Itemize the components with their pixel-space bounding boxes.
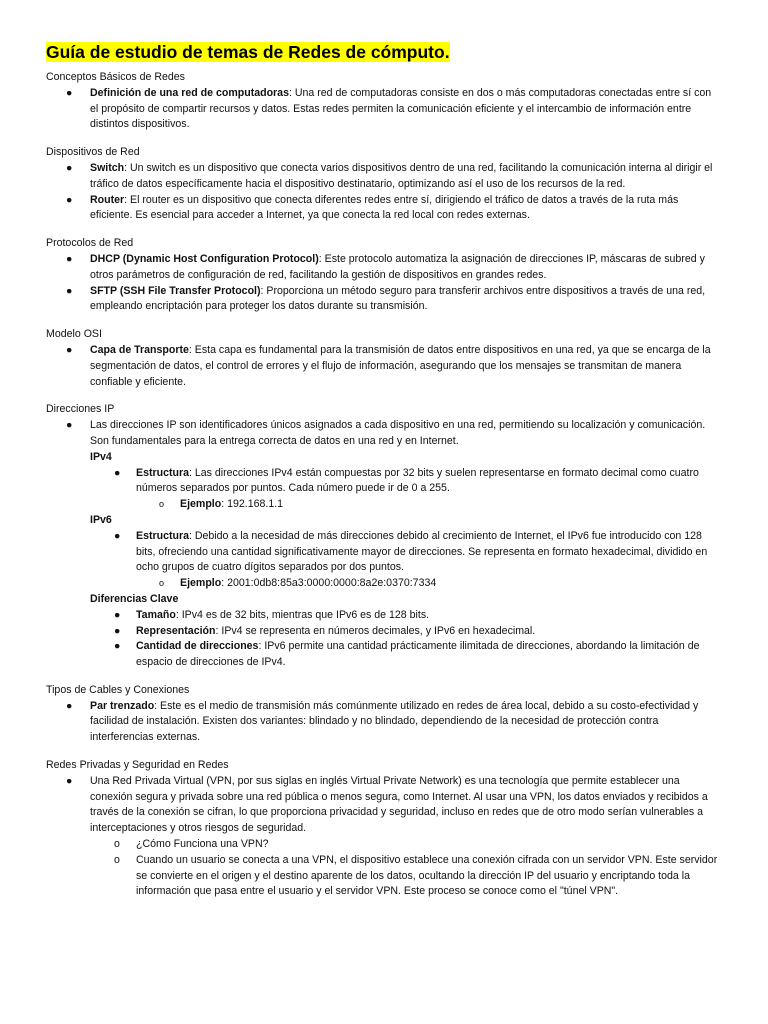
list-item [46,529,722,576]
list-item [46,608,722,624]
definition: : Debido a la necesidad de más direcciones debido al crecimiento de Internet, el IPv6 fue introducido con 128 bits, ofreciendo una cantidad significativamente mayor de direcciones. Se representa en formato hexadecimal, dividido en ocho grupos de cuatro dígitos separados por dos puntos. [136,529,708,574]
section-heading: Direcciones IP [46,403,115,416]
list-item [46,466,722,498]
term: Representación [136,624,216,637]
term: Definición de una red de computadoras [90,86,289,99]
section-heading: Dispositivos de Red [46,146,140,159]
term: Cantidad de direcciones [136,640,259,653]
bullet-icon: ● [114,608,121,621]
list-item [46,639,722,671]
list-item [46,252,722,284]
list-item [46,161,722,193]
paragraph: Las direcciones IP son identificadores únicos asignados a cada dispositivo en una red, permitiendo su localización y comunicación. Son fundamentales para la entrega correcta de datos en una red y en Internet. [90,419,706,447]
bullet-icon: ● [114,529,121,542]
section-heading: Redes Privadas y Seguridad en Redes [46,759,229,772]
paragraph: Cuando un usuario se conecta a una VPN, el dispositivo establece una conexión cifrada con un servidor VPN. Este servidor se convierte en el origen y el destino aparente de los datos, ocultando la dirección IP del usuario y encriptando toda la información que pasa entre el usuario y el servidor VPN. Este proceso se conoce como el "túnel VPN". [136,853,718,898]
question: ¿Cómo Funciona una VPN? [136,838,269,851]
definition: : IPv4 es de 32 bits, mientras que IPv6 es de 128 bits. [175,608,430,621]
bullet-icon: ● [66,252,73,265]
list-item [46,576,722,592]
section-protocolos [46,236,722,315]
bullet-icon: ● [66,343,73,356]
definition: : Esta capa es fundamental para la transmisión de datos entre dispositivos en una red, ya que se encarga de la segmentación de datos, el control de errores y el flujo de información, asegurando que los mensajes se transmitan de manera confiable y eficiente. [90,343,711,388]
bullet-icon: ● [66,774,73,787]
section-heading: Conceptos Básicos de Redes [46,71,185,83]
term: Switch [90,161,125,174]
section-modelo-osi [46,327,722,390]
section-redes-privadas [46,758,722,900]
bullet-icon: ● [114,624,121,637]
bullet-icon: ● [66,699,73,712]
term: Estructura [136,529,189,542]
subheading-ipv6: IPv6 [90,513,112,526]
list-item [46,343,722,390]
bullet-icon: ● [66,161,73,174]
circle-bullet-icon: o [159,578,165,589]
section-conceptos-basicos [46,70,722,133]
term: Par trenzado [90,699,155,712]
definition: : Este protocolo automatiza la asignación de direcciones IP, máscaras de subred y otros parámetros de configuración de red, facilitando la gestión de dispositivos en grandes redes. [90,252,705,281]
section-heading: Protocolos de Red [46,237,134,250]
term: Ejemplo [180,498,222,511]
term: Router [90,193,125,206]
page-title: Guía de estudio de temas de Redes de cómputo. [46,42,450,62]
section-dispositivos [46,145,722,224]
list-item [46,86,722,133]
bullet-icon: ● [114,640,121,653]
subheading-ipv4: IPv4 [90,450,112,463]
section-cables [46,683,722,746]
list-item [46,193,722,225]
definition: : Un switch es un dispositivo que conecta varios dispositivos dentro de una red, facilitando la comunicación interna al dirigir el tráfico de datos específicamente hacia el dispositivo destinatario, optimizando así el uso de los recursos de la red. [90,161,713,190]
list-item [46,853,722,900]
bullet-icon: ● [66,284,73,297]
separator: : [221,577,228,590]
list-item [46,774,722,837]
separator: : [221,498,228,511]
paragraph: Una Red Privada Virtual (VPN, por sus siglas en inglés Virtual Private Network) es una tecnología que permite establecer una conexión segura y privada sobre una red pública o menos segura, como Internet. Al usar una VPN, los datos enviados y recibidos a través de la conexión se cifran, lo que proporciona privacidad y seguridad, incluso en redes que de otro modo serían vulnerables a interceptaciones y otros riesgos de seguridad. [90,774,708,835]
section-heading: Tipos de Cables y Conexiones [46,683,190,696]
definition: : Proporciona un método seguro para transferir archivos entre dispositivos a través de una red, empleando encriptación para proteger los datos durante su transmisión. [90,284,706,313]
definition: : Este es el medio de transmisión más comúnmente utilizado en redes de área local, debido a su costo-efectividad y facilidad de instalación. Existen dos variantes: blindado y no blindado, dependiendo de la necesidad de protección contra interferencias externas. [90,699,699,744]
ip-example: 192.168.1.1 [227,498,284,511]
list-item [46,837,722,853]
term: Estructura [136,466,189,479]
list-item [46,624,722,640]
definition: : IPv4 se representa en números decimales, y IPv6 en hexadecimal. [215,624,536,637]
subheading-diferencias: Diferencias Clave [90,592,179,605]
circle-bullet-icon: o [159,499,165,510]
bullet-icon: ● [66,419,73,432]
list-item [46,497,722,513]
list-item [46,699,722,746]
section-heading: Modelo OSI [46,328,102,341]
definition: : Las direcciones IPv4 están compuestas por 32 bits y suelen representarse en formato decimal como cuatro números separados por puntos. Cada número puede ir de 0 a 255. [136,466,699,495]
term: Tamaño [136,608,176,621]
circle-bullet-icon: o [114,838,120,851]
bullet-icon: ● [66,193,73,206]
section-direcciones-ip [46,402,722,671]
circle-bullet-icon: o [114,853,120,866]
bullet-icon: ● [114,466,121,479]
term: Ejemplo [180,577,222,590]
definition: : El router es un dispositivo que conecta diferentes redes entre sí, dirigiendo el tráfico de datos a través de la ruta más eficiente. Es esencial para acceder a Internet, ya que conecta la red local con redes externas. [90,193,679,222]
list-item [46,284,722,316]
term: SFTP (SSH File Transfer Protocol) [90,284,261,297]
bullet-icon: ● [66,86,73,99]
definition: : IPv6 permite una cantidad prácticamente ilimitada de direcciones, abordando la limitación de espacio de direcciones de IPv4. [136,640,700,669]
definition: : Una red de computadoras consiste en dos o más computadoras conectadas entre sí con el propósito de compartir recursos y datos. Estas redes permiten la comunicación eficiente y el intercambio de información entre distintos dispositivos. [90,86,712,131]
list-item [46,418,722,450]
term: Capa de Transporte [90,343,189,356]
term: DHCP (Dynamic Host Configuration Protocol) [90,252,319,265]
ip-example: 2001:0db8:85a3:0000:0000:8a2e:0370:7334 [227,577,437,590]
